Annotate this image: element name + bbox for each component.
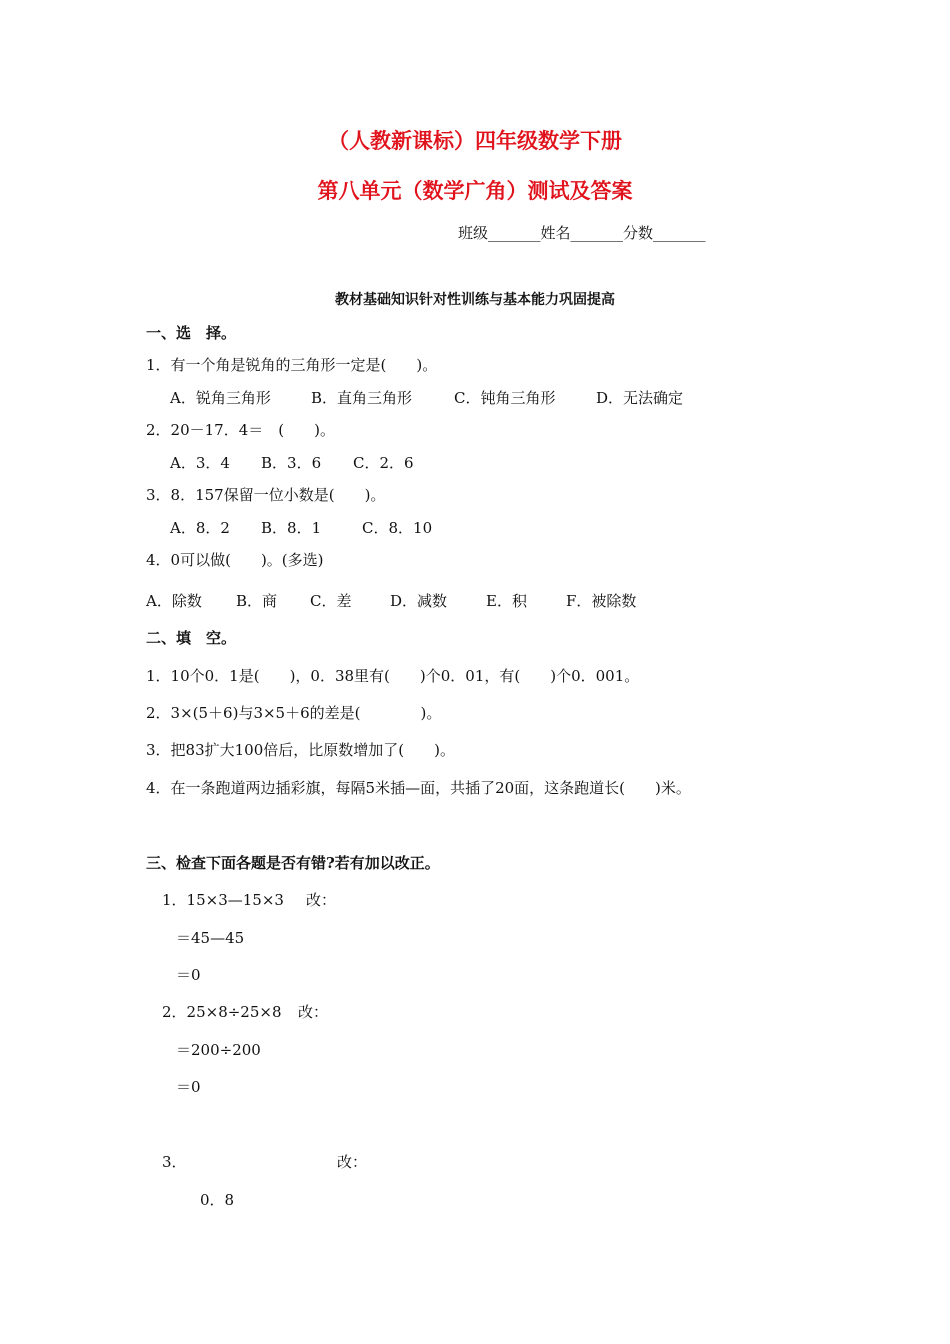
option-row (146, 594, 636, 609)
option: A．3．4 (170, 454, 230, 472)
option: C．8．10 (362, 519, 433, 537)
correction-label: 改： (337, 1153, 368, 1171)
document-title: （人教新课标）四年级数学下册 (328, 128, 622, 153)
option: A．锐角三角形 (170, 389, 271, 407)
check-expression: 2．25×8÷25×8 (162, 1003, 282, 1021)
option: B．商 (236, 592, 278, 610)
option: B．直角三角形 (311, 389, 413, 407)
check-expression: 1．15×3—15×3 (162, 891, 284, 909)
question-stem: 2．20－17．4＝ ( )。 (146, 421, 335, 439)
option: E．积 (486, 592, 527, 610)
option: D．减数 (390, 592, 448, 610)
calc-step: ＝200÷200 (176, 1041, 261, 1059)
student-info-line: 班级_______姓名_______分数_______ (458, 224, 706, 242)
document-subtitle: 第八单元（数学广角）测试及答案 (317, 178, 633, 203)
calc-step: ＝0 (176, 966, 201, 984)
option-row (170, 456, 414, 471)
calc-step: ＝0 (176, 1078, 201, 1096)
section-heading-fill: 二、填 空。 (146, 629, 237, 647)
question-stem: 3．8．157保留一位小数是( )。 (146, 486, 386, 504)
calc-value: 0．8 (200, 1191, 235, 1209)
option: A．8．2 (170, 519, 230, 537)
fill-question: 4．在一条跑道两边插彩旗，每隔5米插—面，共插了20面，这条跑道长( )米。 (146, 779, 691, 797)
calc-step: ＝45—45 (176, 929, 245, 947)
fill-question: 1．10个0．1是( )，0．38里有( )个0．01，有( )个0．001。 (146, 667, 640, 685)
option: C．钝角三角形 (454, 389, 556, 407)
section-heading-check: 三、检查下面各题是否有错?若有加以改正。 (146, 854, 440, 872)
option: C．差 (310, 592, 352, 610)
question-stem: 1．有一个角是锐角的三角形一定是( )。 (146, 356, 438, 374)
check-expression: 3． (162, 1153, 187, 1171)
option: F．被除数 (566, 592, 637, 610)
option: C．2．6 (353, 454, 414, 472)
fill-question: 2．3×(5＋6)与3×5＋6的差是( )。 (146, 704, 442, 722)
option: A．除数 (146, 592, 202, 610)
fill-question: 3．把83扩大100倍后，比原数增加了( )。 (146, 741, 455, 759)
option: B．8．1 (261, 519, 322, 537)
section-subtitle: 教材基础知识针对性训练与基本能力巩固提高 (335, 292, 615, 308)
option: B．3．6 (261, 454, 322, 472)
option-row (170, 391, 683, 406)
option: D．无法确定 (596, 389, 684, 407)
question-stem: 4．0可以做( )。(多选) (146, 551, 324, 569)
correction-label: 改： (306, 891, 337, 909)
correction-label: 改： (298, 1003, 329, 1021)
option-row (170, 521, 432, 536)
section-heading-choice: 一、选 择。 (146, 324, 237, 342)
